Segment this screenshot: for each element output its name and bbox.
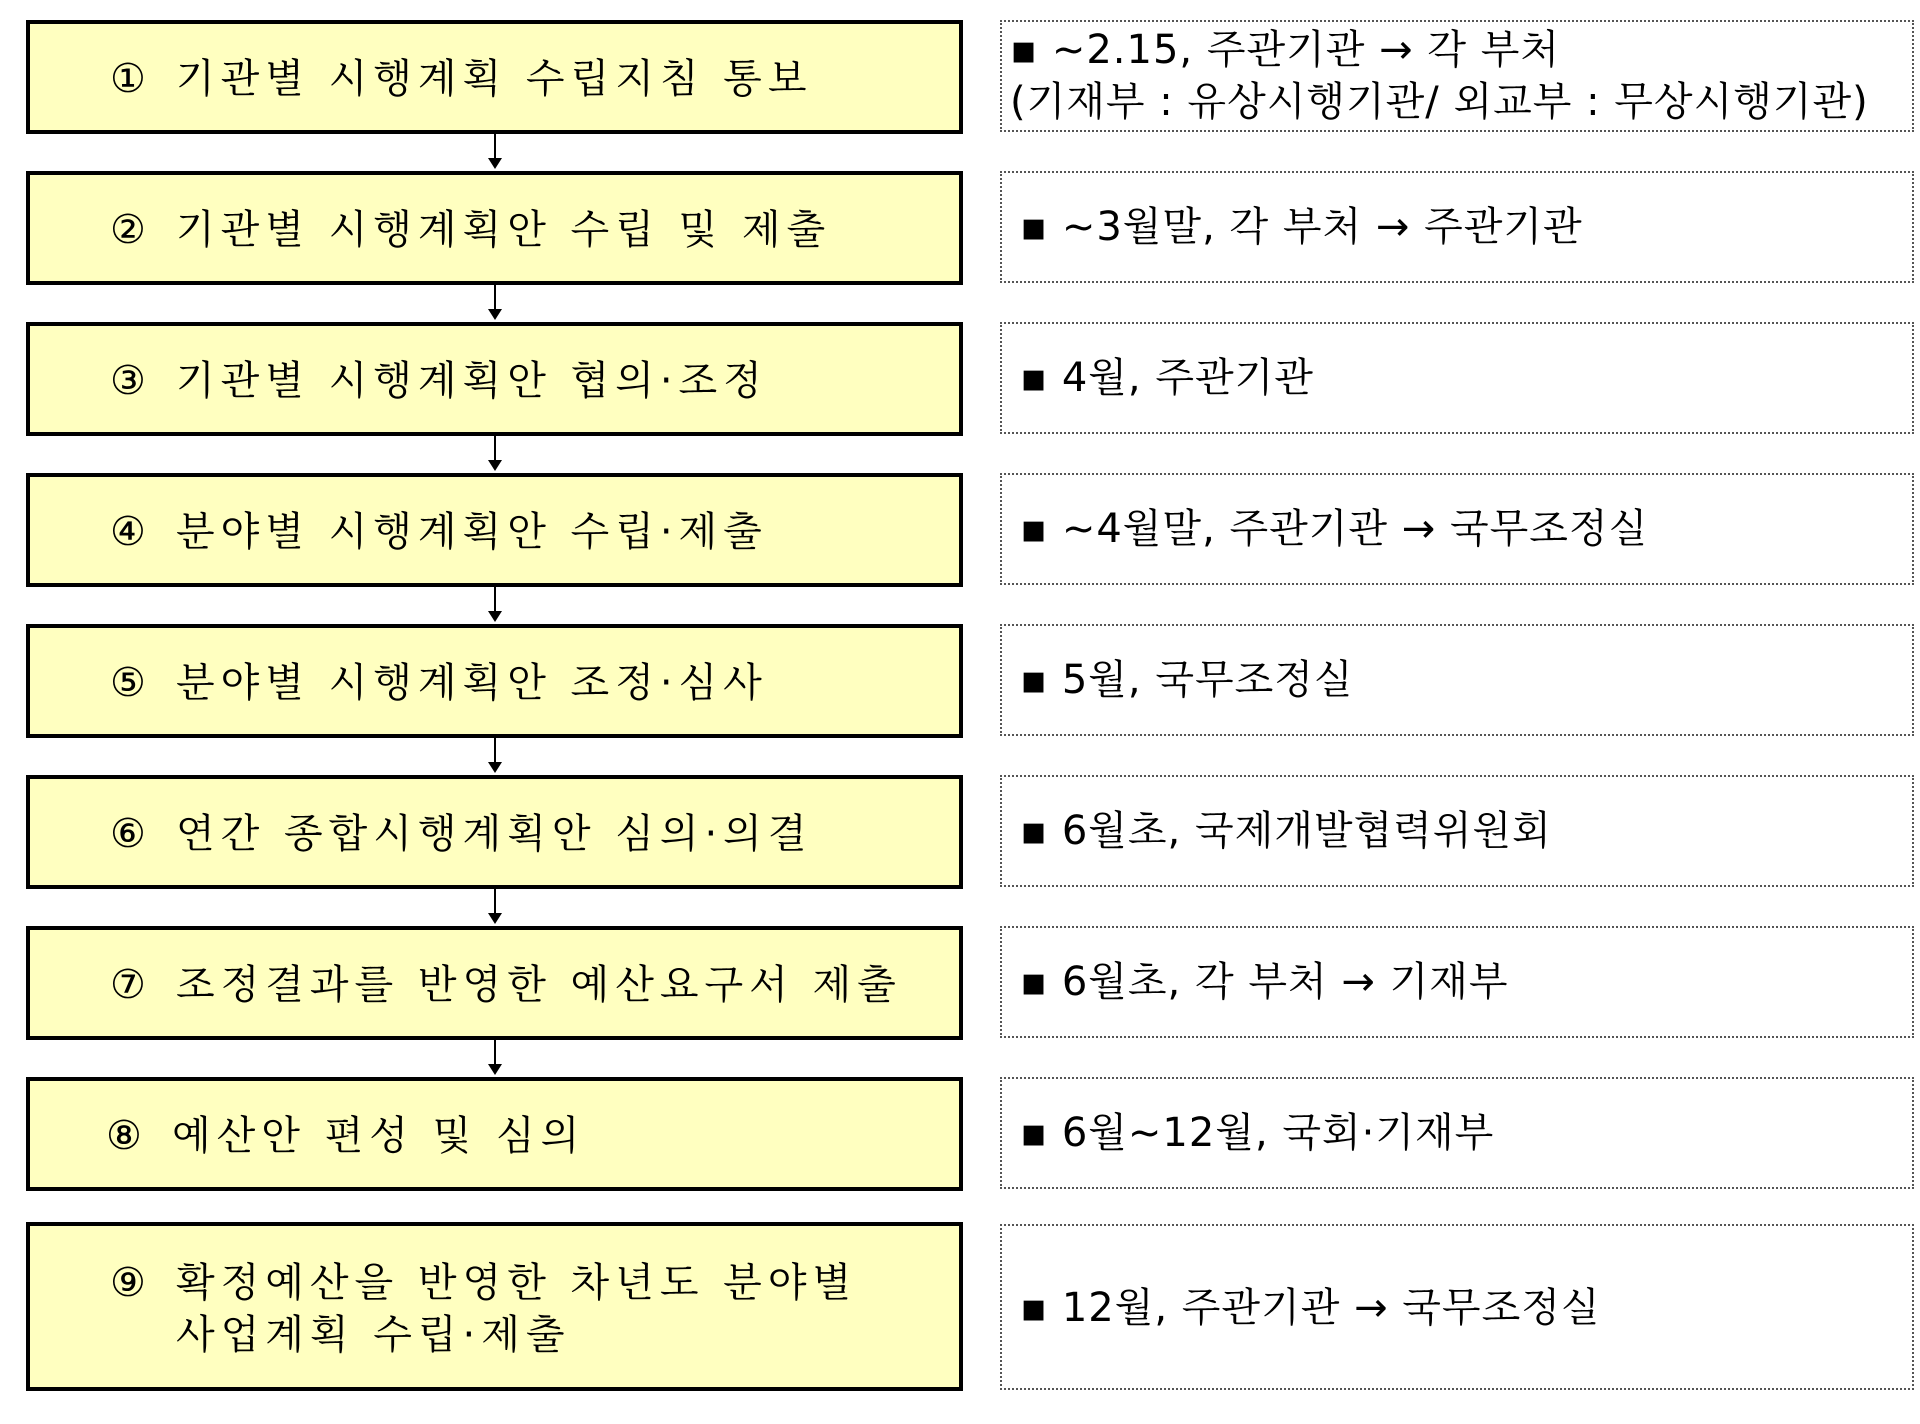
arrow-4-5 [494, 587, 496, 611]
arrow-head-6-7 [488, 913, 502, 924]
note-box-5 [1000, 624, 1914, 736]
note-box-1 [1000, 20, 1914, 132]
note-text-3: ▪ 4월, 주관기관 [1020, 355, 1314, 401]
step-label-1: 기관별 시행계획 수립지침 통보 [176, 56, 813, 102]
note-text-1: ▪ ~2.15, 주관기관 → 각 부처 (기재부 : 유상시행기관/ 외교부 : 무상시행기관) [1010, 27, 1869, 125]
step-box-4 [26, 473, 963, 587]
note-text-8: ▪ 6월~12월, 국회·기재부 [1020, 1110, 1495, 1156]
step-label-3: 기관별 시행계획안 협의·조정 [176, 358, 768, 404]
note-box-9 [1000, 1224, 1914, 1390]
step-label-7: 조정결과를 반영한 예산요구서 제출 [176, 962, 902, 1008]
step-box-8 [26, 1077, 963, 1191]
step-number-9: ⑨ [110, 1260, 146, 1306]
note-box-7 [1000, 926, 1914, 1038]
step-number-6: ⑥ [110, 811, 146, 857]
step-box-6 [26, 775, 963, 889]
arrow-1-2 [494, 134, 496, 158]
note-box-3 [1000, 322, 1914, 434]
arrow-5-6 [494, 738, 496, 762]
step-box-1 [26, 20, 963, 134]
note-text-4: ▪ ~4월말, 주관기관 → 국무조정실 [1020, 506, 1649, 552]
step-number-7: ⑦ [110, 962, 146, 1008]
step-box-5 [26, 624, 963, 738]
arrow-7-8 [494, 1040, 496, 1064]
arrow-head-4-5 [488, 611, 502, 622]
arrow-head-1-2 [488, 158, 502, 169]
step-label-2: 기관별 시행계획안 수립 및 제출 [176, 207, 832, 253]
step-label-6: 연간 종합시행계획안 심의·의결 [176, 811, 813, 857]
step-box-9 [26, 1222, 963, 1391]
note-text-2: ▪ ~3월말, 각 부처 → 주관기관 [1020, 204, 1583, 250]
note-text-5: ▪ 5월, 국무조정실 [1020, 657, 1354, 703]
step-box-2 [26, 171, 963, 285]
step-number-4: ④ [110, 509, 146, 555]
note-text-7: ▪ 6월초, 각 부처 → 기재부 [1020, 959, 1509, 1005]
step-label-9: 확정예산을 반영한 차년도 분야별 사업계획 수립·제출 [176, 1260, 858, 1358]
step-number-1: ① [110, 56, 146, 102]
arrow-head-5-6 [488, 762, 502, 773]
arrow-6-7 [494, 889, 496, 913]
step-box-7 [26, 926, 963, 1040]
note-box-8 [1000, 1077, 1914, 1189]
step-number-8: ⑧ [106, 1113, 142, 1159]
note-box-4 [1000, 473, 1914, 585]
arrow-head-7-8 [488, 1064, 502, 1075]
note-box-2 [1000, 171, 1914, 283]
arrow-3-4 [494, 436, 496, 460]
step-label-4: 분야별 시행계획안 수립·제출 [176, 509, 768, 555]
step-number-2: ② [110, 207, 146, 253]
note-text-9: ▪ 12월, 주관기관 → 국무조정실 [1020, 1285, 1601, 1331]
step-label-8: 예산안 편성 및 심의 [172, 1113, 586, 1159]
note-box-6 [1000, 775, 1914, 887]
arrow-head-2-3 [488, 309, 502, 320]
step-label-5: 분야별 시행계획안 조정·심사 [176, 660, 768, 706]
note-text-6: ▪ 6월초, 국제개발협력위원회 [1020, 808, 1552, 854]
arrow-2-3 [494, 285, 496, 309]
step-number-5: ⑤ [110, 660, 146, 706]
arrow-head-3-4 [488, 460, 502, 471]
step-box-3 [26, 322, 963, 436]
step-number-3: ③ [110, 358, 146, 404]
